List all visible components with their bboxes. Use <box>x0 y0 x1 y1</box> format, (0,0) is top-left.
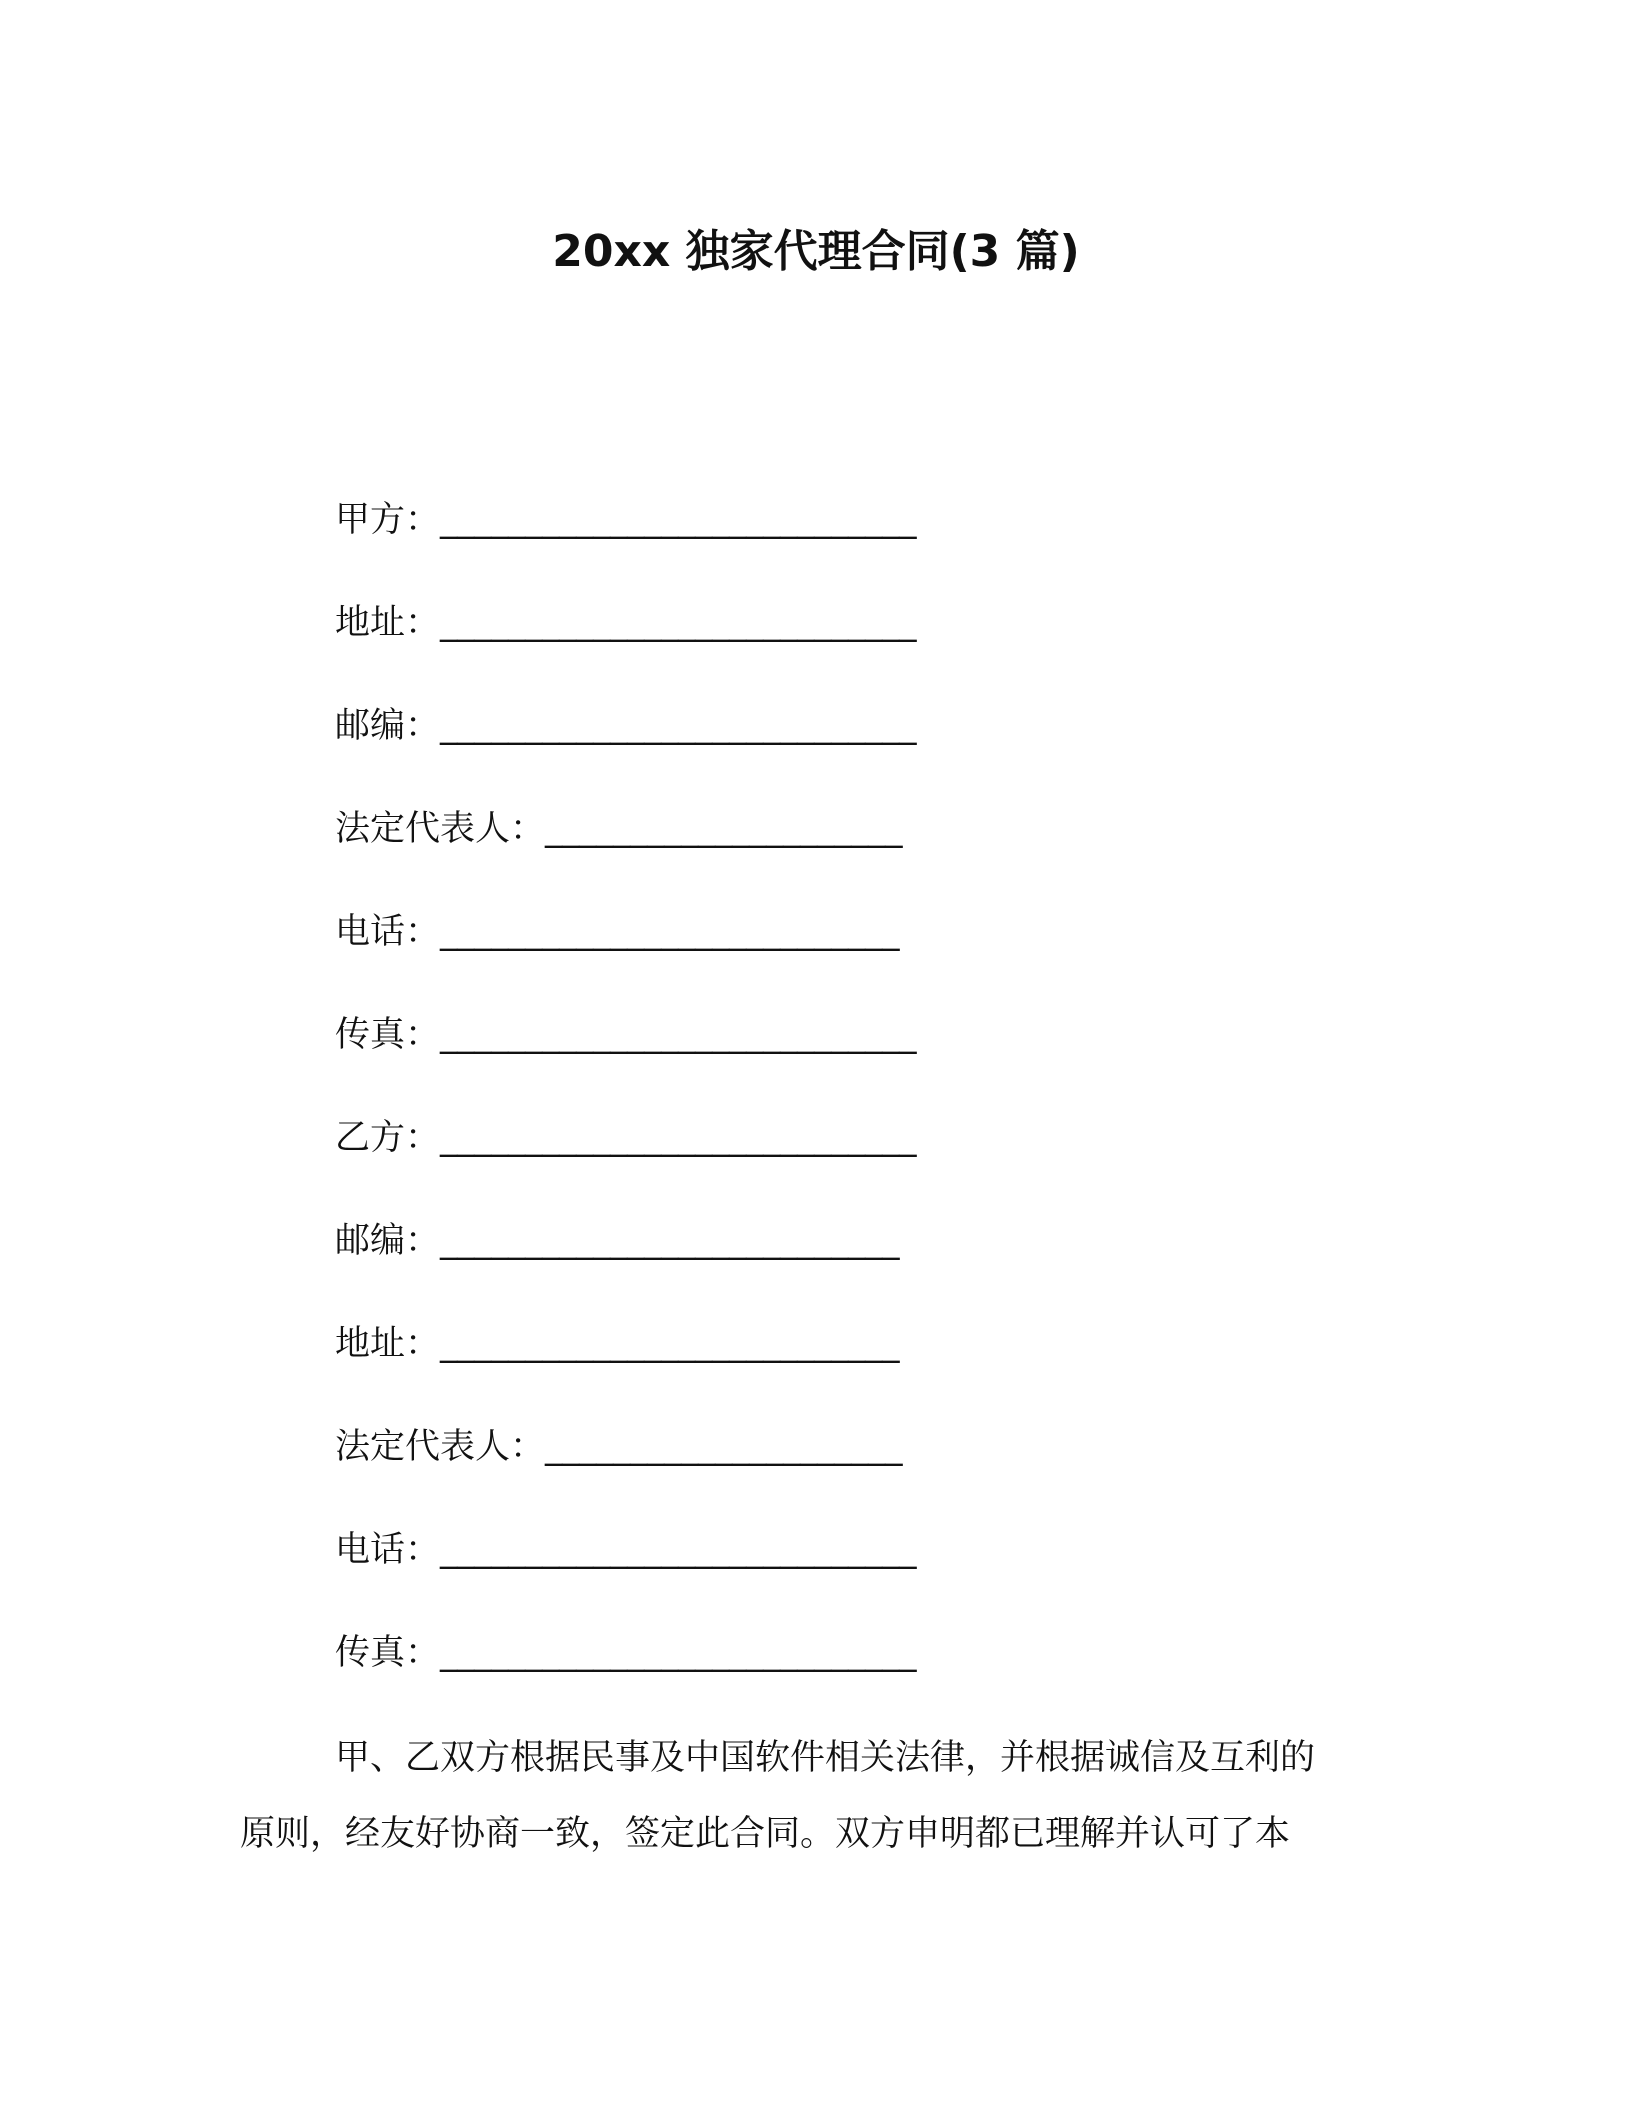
party-b-field <box>335 1114 916 1162</box>
party-b-phone-blank: ____________________________ <box>440 1530 917 1570</box>
party-a-phone-field <box>335 908 899 956</box>
party-a-postcode-label: 邮编： <box>335 706 441 746</box>
party-a-fax-label: 传真： <box>335 1015 441 1055</box>
party-b-blank: ____________________________ <box>440 1118 917 1158</box>
party-a-legal-rep-field <box>335 805 902 853</box>
party-a-postcode-blank: ____________________________ <box>440 706 917 746</box>
document-title: 20xx 独家代理合同(3 篇) <box>552 226 1080 277</box>
party-b-address-label: 地址： <box>335 1324 441 1364</box>
party-b-label: 乙方： <box>335 1118 441 1158</box>
party-b-fax-field <box>335 1629 916 1677</box>
party-a-fax-blank: ____________________________ <box>440 1015 917 1055</box>
paragraph-line-2: 原则，经友好协商一致，签定此合同。双方申明都已理解并认可了本 <box>240 1814 1291 1854</box>
party-b-phone-label: 电话： <box>335 1530 441 1570</box>
party-a-phone-label: 电话： <box>335 912 441 952</box>
party-b-legal-rep-field <box>335 1423 902 1471</box>
party-a-address-field <box>335 599 916 647</box>
party-a-legal-rep-label: 法定代表人： <box>335 809 546 849</box>
party-a-field <box>335 496 916 544</box>
party-b-legal-rep-label: 法定代表人： <box>335 1427 546 1467</box>
party-a-legal-rep-blank: _____________________ <box>545 809 903 849</box>
party-b-phone-field <box>335 1526 916 1574</box>
party-b-postcode-label: 邮编： <box>335 1221 441 1261</box>
party-a-blank: ____________________________ <box>440 500 917 540</box>
party-b-postcode-blank: ___________________________ <box>440 1221 900 1261</box>
party-b-fax-blank: ____________________________ <box>440 1633 917 1673</box>
party-a-label: 甲方： <box>335 500 441 540</box>
party-b-legal-rep-blank: _____________________ <box>545 1427 903 1467</box>
party-b-fax-label: 传真： <box>335 1633 441 1673</box>
party-b-address-blank: ___________________________ <box>440 1324 900 1364</box>
party-a-phone-blank: ___________________________ <box>440 912 900 952</box>
party-a-address-blank: ____________________________ <box>440 603 917 643</box>
party-a-fax-field <box>335 1011 916 1059</box>
party-a-postcode-field <box>335 702 916 750</box>
party-b-postcode-field <box>335 1217 899 1265</box>
party-a-address-label: 地址： <box>335 603 441 643</box>
party-b-address-field <box>335 1320 899 1368</box>
paragraph-line-1: 甲、乙双方根据民事及中国软件相关法律，并根据诚信及互利的 <box>335 1738 1316 1778</box>
